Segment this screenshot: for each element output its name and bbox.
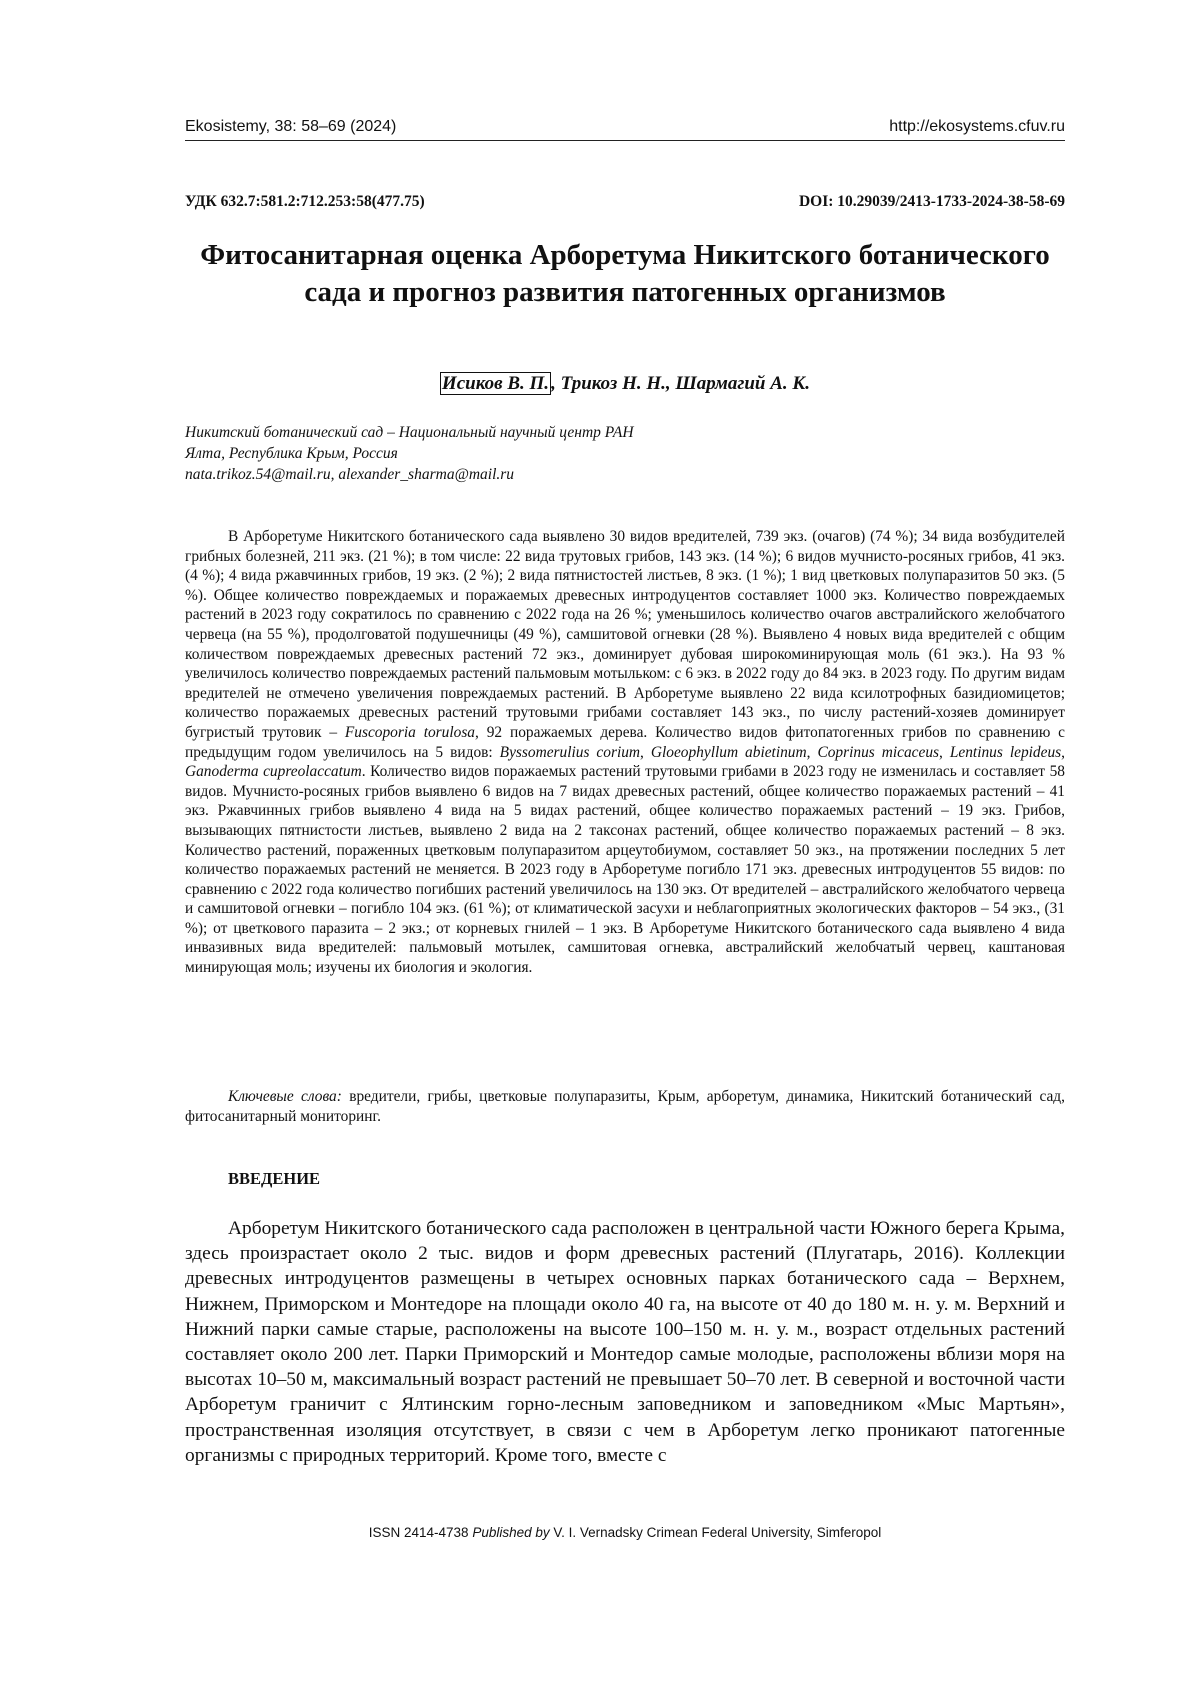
publisher: V. I. Vernadsky Crimean Federal University, Simferopol xyxy=(549,1525,882,1540)
separator: , xyxy=(806,743,818,761)
introduction-paragraph: Арборетум Никитского ботанического сада расположен в центральной части Южного берега Крыма, здесь произрастает около 2 тыс. видов и форм древесных растений (Плугатарь, 2016). Коллекции древесных интродуцентов размещены в четырех основных парках ботанического сада – Верхнем, Нижнем, Приморском и Монтедоре на площади около 40 га, на высоте от 40 до 180 м. н. у. м. Верхний и Нижний парки самые старые, расположены на высоте 100–150 м. н. у. м., возраст отдельных растений составляет около 200 лет. Парки Приморский и Монтедор самые молодые, расположены вблизи моря на высотах 10–50 м, максимальный возраст растений не превышает 50–70 лет. В северной и восточной части Арборетум граничит с Ялтинским горно-лесным заповедником и заповедником «Мыс Мартьян», пространственная изоляция отсутствует, в связи с чем в Арборетум легко проникают патогенные организмы с природных территорий. Кроме того, вместе с xyxy=(185,1218,1065,1466)
separator: , xyxy=(1061,743,1065,761)
author-list xyxy=(185,373,1065,395)
page-footer xyxy=(185,1525,1065,1540)
abstract-text: , 92 поражаемых дерева. Количество видов фитопатогенных грибов по сравнению с предыдущим годом увеличилось на 5 видов: xyxy=(185,723,1066,761)
issn: ISSN 2414-4738 xyxy=(368,1525,473,1540)
section-heading-introduction: ВВЕДЕНИЕ xyxy=(228,1169,321,1188)
affiliation-block xyxy=(185,422,1065,485)
species-name: Byssomerulius corium xyxy=(499,743,641,761)
udk-code: УДК 632.7:581.2:712.253:58(477.75) xyxy=(185,193,425,210)
author-others: , Трикоз Н. Н., Шармагий А. К. xyxy=(551,373,811,394)
abstract-text: . Количество видов поражаемых растений трутовыми грибами в 2023 году не изменилась и составляет 58 видов. Мучнисто-росяных грибов выявлено 6 видов на 7 видах древесных растений, общее количество поражаемых растений – 41 экз. Ржавчинных грибов выявлено 4 вида на 5 видах растений, общее количество поражаемых растений – 19 экз. Грибов, вызывающих пятнистости листьев, выявлено 2 вида на 2 таксонах растений, общее количество поражаемых растений – 8 экз. Количество растений, пораженных цветковым полупаразитом арцеутобиумом, составляет 50 экз., на протяжении последних 5 лет количество поражаемых растений не меняется. В 2023 году в Арборетуме погибло 171 экз. древесных интродуцентов 55 видов: по сравнению с 2022 года количество погибших растений увеличилось на 130 экз. От вредителей – австралийского желобчатого червеца и самшитовой огневки – погибло 104 экз. (61 %); от климатической засухи и неблагоприятных экологических факторов – 54 экз., (31 %); от цветкового паразита – 2 экз.; от корневых гнилей – 1 экз. В Арборетуме Никитского ботанического сада выявлено 4 вида инвазивных вида вредителей: пальмовый мотылек, самшитовая огневка, австралийский желобчатый червец, каштановая минирующая моль; изучены их биология и экология. xyxy=(185,763,1065,977)
keywords-label: Ключевые слова: xyxy=(228,1088,342,1105)
journal-citation: Ekosistemy, 38: 58–69 (2024) xyxy=(185,118,397,135)
article-identifiers xyxy=(185,193,1065,211)
species-name: Coprinus micaceus xyxy=(817,743,939,761)
author-emails[interactable]: nata.trikoz.54@mail.ru, alexander_sharma@mail.ru xyxy=(185,466,515,483)
journal-url[interactable]: http://ekosystems.cfuv.ru xyxy=(889,118,1065,135)
article-title: Фитосанитарная оценка Арборетума Никитского ботанического сада и прогноз развития патогенных организмов xyxy=(200,239,1050,308)
separator: , xyxy=(939,743,950,761)
species-name: Ganoderma cupreolaccatum xyxy=(185,763,362,781)
keywords-list: вредители, грибы, цветковые полупаразиты, Крым, арборетум, динамика, Никитский ботанический сад, фитосанитарный мониторинг. xyxy=(185,1088,1065,1125)
species-name: Fuscoporia torulosa xyxy=(344,723,476,741)
doi[interactable]: DOI: 10.29039/2413-1733-2024-38-58-69 xyxy=(798,193,1065,210)
separator: , xyxy=(640,743,651,761)
running-header xyxy=(185,118,1065,141)
affiliation-location: Ялта, Республика Крым, Россия xyxy=(185,445,398,462)
keywords xyxy=(185,1087,1065,1126)
published-by-label: Published by xyxy=(472,1525,550,1540)
species-name: Lentinus lepideus xyxy=(949,743,1062,761)
author-deceased-marked: Исиков В. П. xyxy=(441,373,550,394)
affiliation-institution: Никитский ботанический сад – Национальный научный центр РАН xyxy=(185,424,634,441)
abstract xyxy=(185,527,1065,978)
abstract-text: В Арборетуме Никитского ботанического сада выявлено 30 видов вредителей, 739 экз. (очагов) (74 %); 34 вида возбудителей грибных болезней, 211 экз. (21 %); в том числе: 22 вида трутовых грибов, 143 экз. (14 %); 6 видов мучнисто-росяных грибов, 41 экз. (4 %); 4 вида ржавчинных грибов, 19 экз. (2 %); 2 вида пятнистостей листьев, 8 экз. (1 %); 1 вид цветковых полупаразитов 50 экз. (5 %). Общее количество повреждаемых и поражаемых древесных интродуцентов составляет 1000 экз. Количество повреждаемых растений в 2023 году сократилось по сравнению с 2022 года на 26 %; уменьшилось количество очагов австралийского желобчатого червеца (на 55 %), продолговатой подушечницы (49 %), самшитовой огневки (28 %). Выявлено 4 новых вида вредителей с общим количеством повреждаемых древесных растений 72 экз., доминирует дубовая широкоминирующая моль (61 экз.). На 93 % увеличилось количество повреждаемых растений пальмовым мотыльком: с 6 экз. в 2022 году до 84 экз. в 2023 году. По другим видам вредителей не отмечено увеличения повреждаемых растений. В Арборетуме выявлено 22 вида ксилотрофных базидиомицетов; количество поражаемых древесных растений трутовыми грибами составляет 143 экз., по числу растений-хозяев доминирует бугристый трутовик – xyxy=(185,528,1065,741)
species-name: Gloeophyllum abietinum xyxy=(650,743,807,761)
